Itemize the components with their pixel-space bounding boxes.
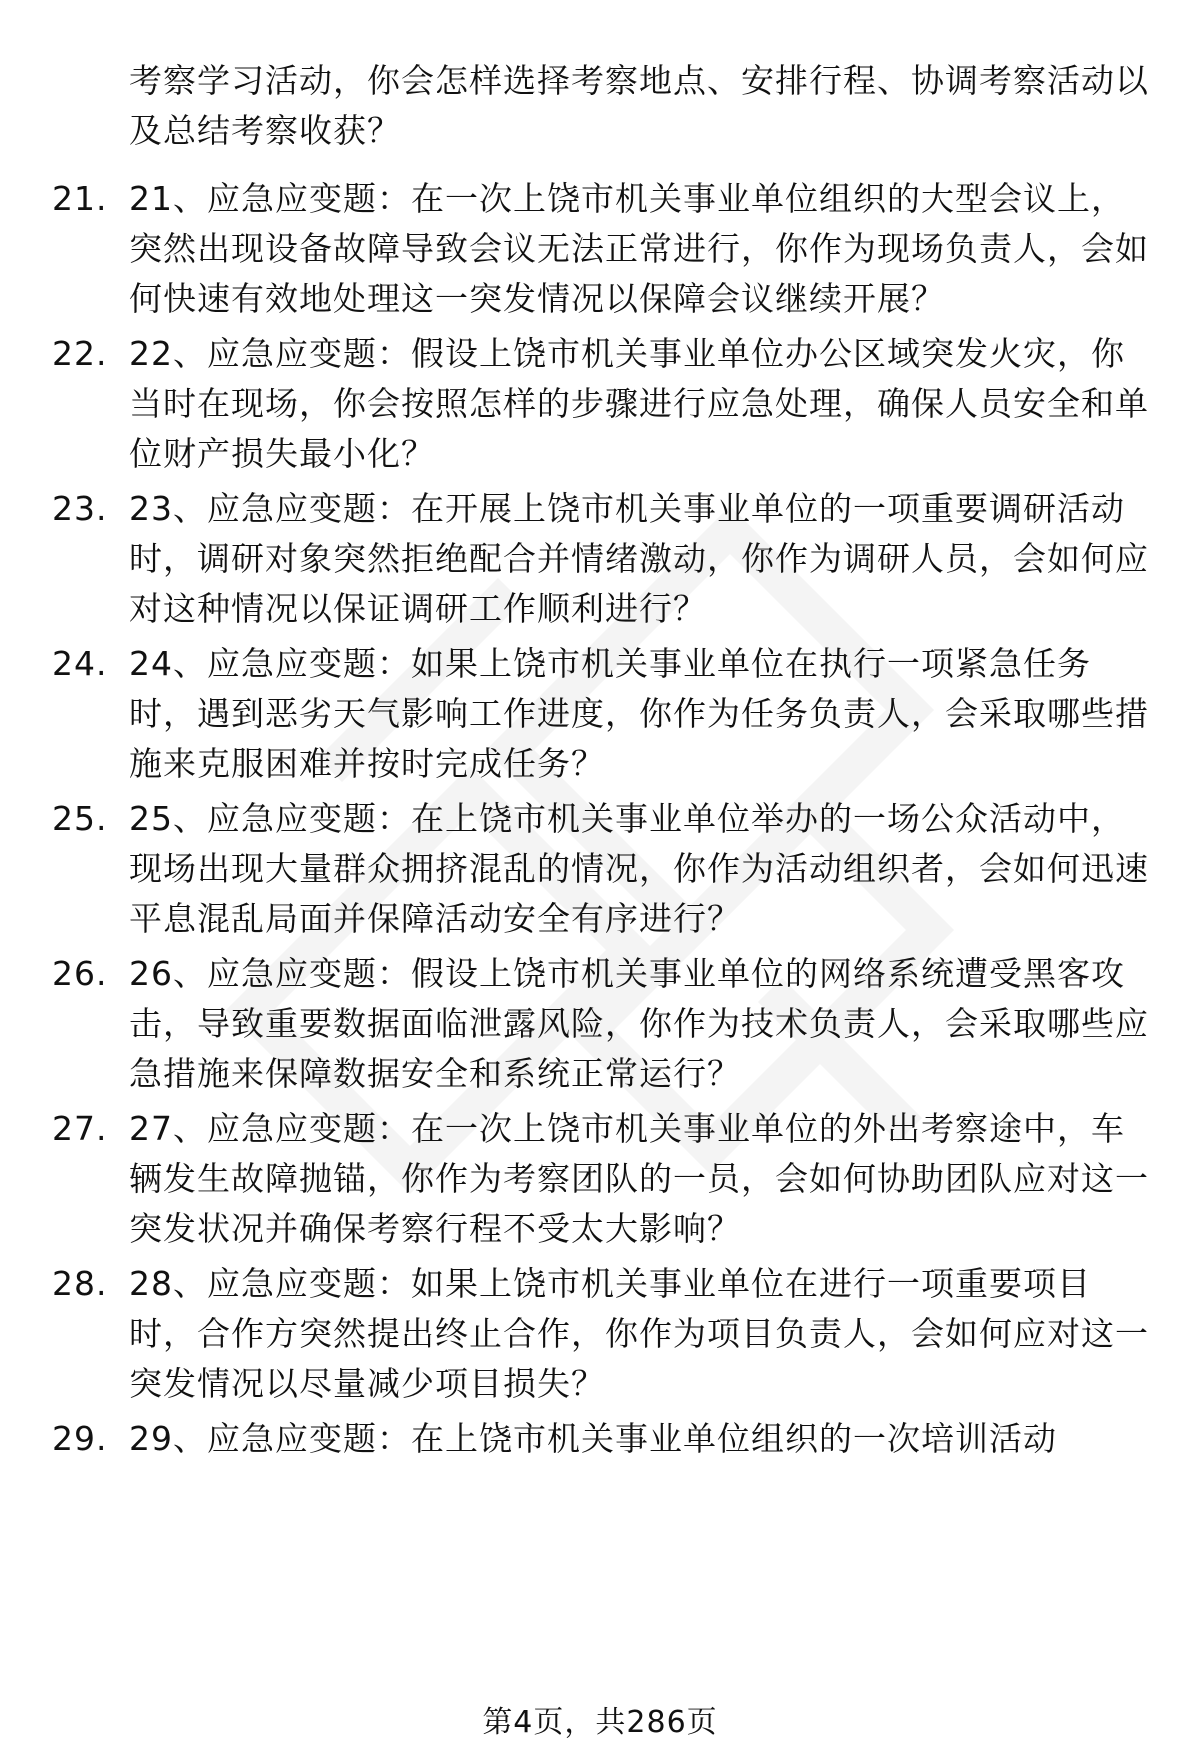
question-number: 23. [52,489,108,528]
intro-continuation-text: 考察学习活动，你会怎样选择考察地点、安排行程、协调考察活动以及总结考察收获？ [129,61,1149,150]
page-footer: 第4页，共286页 [482,1705,718,1740]
question-text: 28、应急应变题：如果上饶市机关事业单位在进行一项重要项目时，合作方突然提出终止合作，你作为项目负责人，会如何应对这一突发情况以尽量减少项目损失？ [129,1264,1149,1403]
question-number: 27. [52,1109,108,1148]
question-number: 28. [52,1264,108,1303]
question-text: 26、应急应变题：假设上饶市机关事业单位的网络系统遭受黑客攻击，导致重要数据面临泄露风险，你作为技术负责人，会采取哪些应急措施来保障数据安全和系统正常运行？ [129,954,1149,1093]
question-number: 24. [52,644,108,683]
question-text: 27、应急应变题：在一次上饶市机关事业单位的外出考察途中，车辆发生故障抛锚，你作为考察团队的一员，会如何协助团队应对这一突发状况并确保考察行程不受太大影响？ [129,1109,1149,1248]
question-number: 25. [52,799,108,838]
question-number: 29. [52,1419,108,1458]
question-text: 22、应急应变题：假设上饶市机关事业单位办公区域突发火灾，你当时在现场，你会按照怎样的步骤进行应急处理，确保人员安全和单位财产损失最小化？ [129,334,1149,473]
question-number: 26. [52,954,108,993]
question-number: 22. [52,334,108,373]
question-text: 21、应急应变题：在一次上饶市机关事业单位组织的大型会议上，突然出现设备故障导致会议无法正常进行，你作为现场负责人，会如何快速有效地处理这一突发情况以保障会议继续开展？ [129,179,1149,318]
question-text: 24、应急应变题：如果上饶市机关事业单位在执行一项紧急任务时，遇到恶劣天气影响工作进度，你作为任务负责人，会采取哪些措施来克服困难并按时完成任务？ [129,644,1149,783]
question-text: 25、应急应变题：在上饶市机关事业单位举办的一场公众活动中，现场出现大量群众拥挤混乱的情况，你作为活动组织者，会如何迅速平息混乱局面并保障活动安全有序进行？ [129,799,1149,938]
question-number: 21. [52,179,108,218]
question-text: 23、应急应变题：在开展上饶市机关事业单位的一项重要调研活动时，调研对象突然拒绝配合并情绪激动，你作为调研人员，会如何应对这种情况以保证调研工作顺利进行？ [129,489,1149,628]
question-text: 29、应急应变题：在上饶市机关事业单位组织的一次培训活动 [129,1419,1057,1458]
